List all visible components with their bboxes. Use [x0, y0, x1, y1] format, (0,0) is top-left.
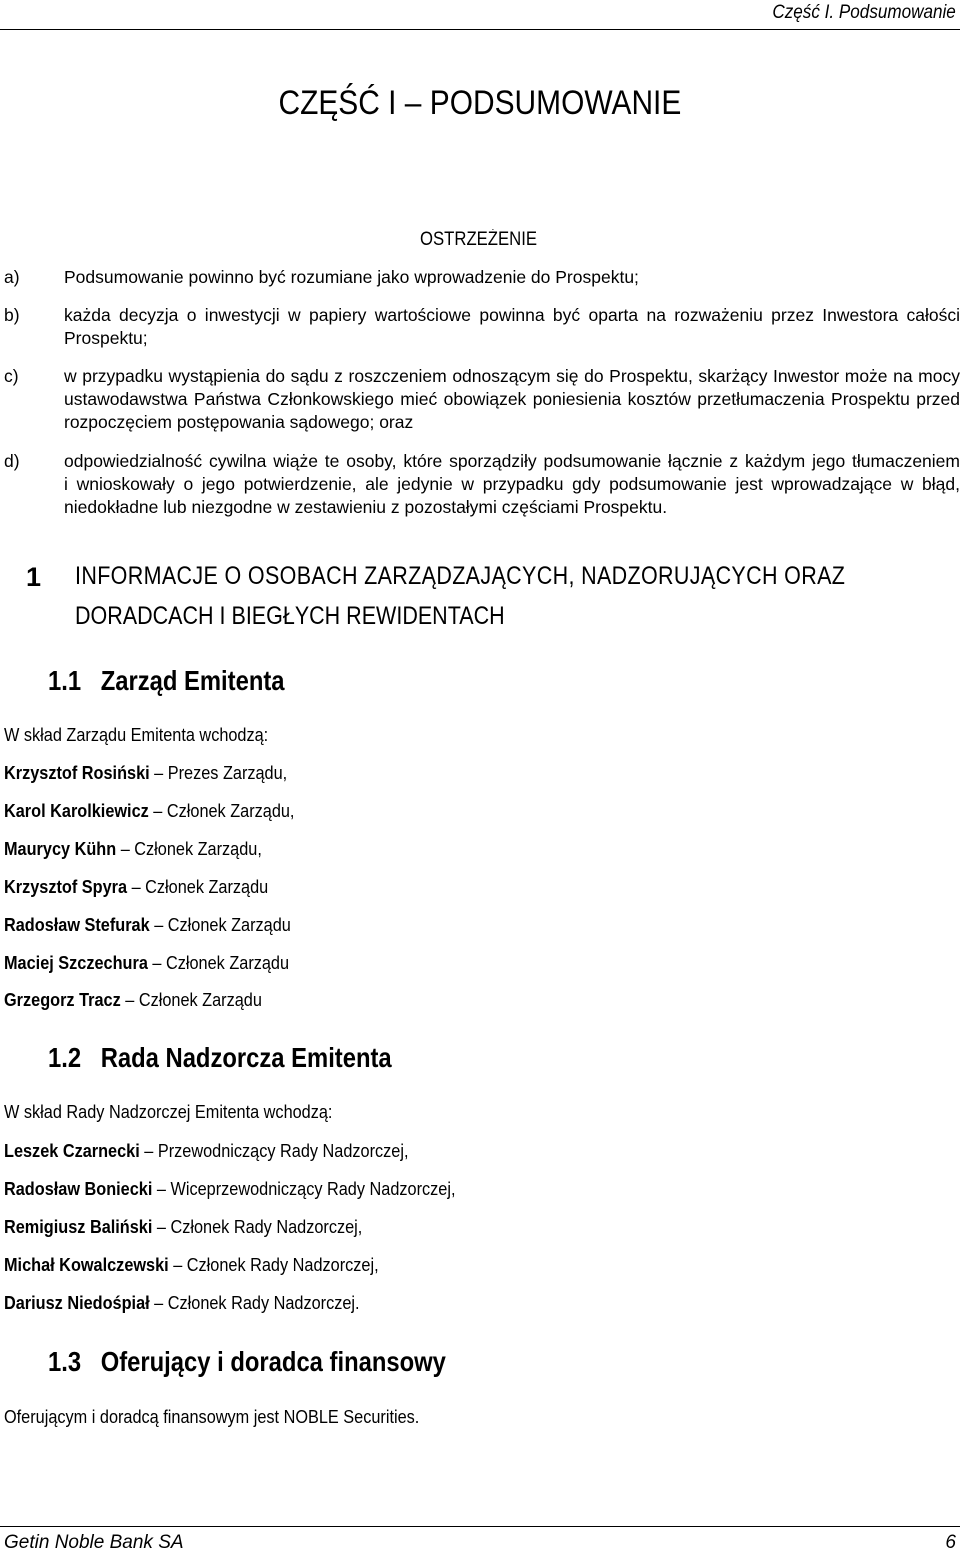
footer-rule: [0, 1526, 960, 1527]
board-member: Maurycy Kühn – Członek Zarządu,: [4, 838, 262, 859]
supervisory-member: Michał Kowalczewski – Członek Rady Nadzorczej,: [4, 1254, 379, 1275]
board-member: Krzysztof Rosiński – Prezes Zarządu,: [4, 762, 288, 783]
supervisory-member: Remigiusz Baliński – Członek Rady Nadzorczej,: [4, 1216, 363, 1237]
page-title: CZĘŚĆ I – PODSUMOWANIE: [278, 84, 682, 122]
supervisory-member: Leszek Czarnecki – Przewodniczący Rady Nadzorczej,: [4, 1140, 409, 1161]
board-member: Grzegorz Tracz – Członek Zarządu: [4, 989, 262, 1010]
header-rule: [0, 29, 960, 30]
section-1-2-heading: 1.2 Rada Nadzorcza Emitenta: [48, 1042, 392, 1073]
offering-agent-text: Oferującym i doradcą finansowym jest NOBLE Securities.: [4, 1406, 420, 1427]
supervisory-board-intro: W skład Rady Nadzorczej Emitenta wchodzą:: [4, 1101, 333, 1122]
board-intro: W skład Zarządu Emitenta wchodzą:: [4, 724, 269, 745]
section-1-3-heading: 1.3 Oferujący i doradca finansowy: [48, 1346, 446, 1377]
section-1-1-heading: 1.1 Zarząd Emitenta: [48, 665, 285, 696]
supervisory-member: Radosław Boniecki – Wiceprzewodniczący Rady Nadzorczej,: [4, 1178, 456, 1199]
running-header: Część I. Podsumowanie: [772, 2, 956, 23]
board-member: Radosław Stefurak – Członek Zarządu: [4, 914, 291, 935]
board-member: Krzysztof Spyra – Członek Zarządu: [4, 876, 269, 897]
supervisory-member: Dariusz Niedośpiał – Członek Rady Nadzorczej.: [4, 1292, 360, 1313]
footer-company: Getin Noble Bank SA: [4, 1532, 184, 1553]
page-number: 6: [945, 1532, 956, 1553]
board-member: Karol Karolkiewicz – Członek Zarządu,: [4, 800, 295, 821]
warning-heading: OSTRZEŻENIE: [420, 229, 538, 250]
board-member: Maciej Szczechura – Członek Zarządu: [4, 952, 290, 973]
